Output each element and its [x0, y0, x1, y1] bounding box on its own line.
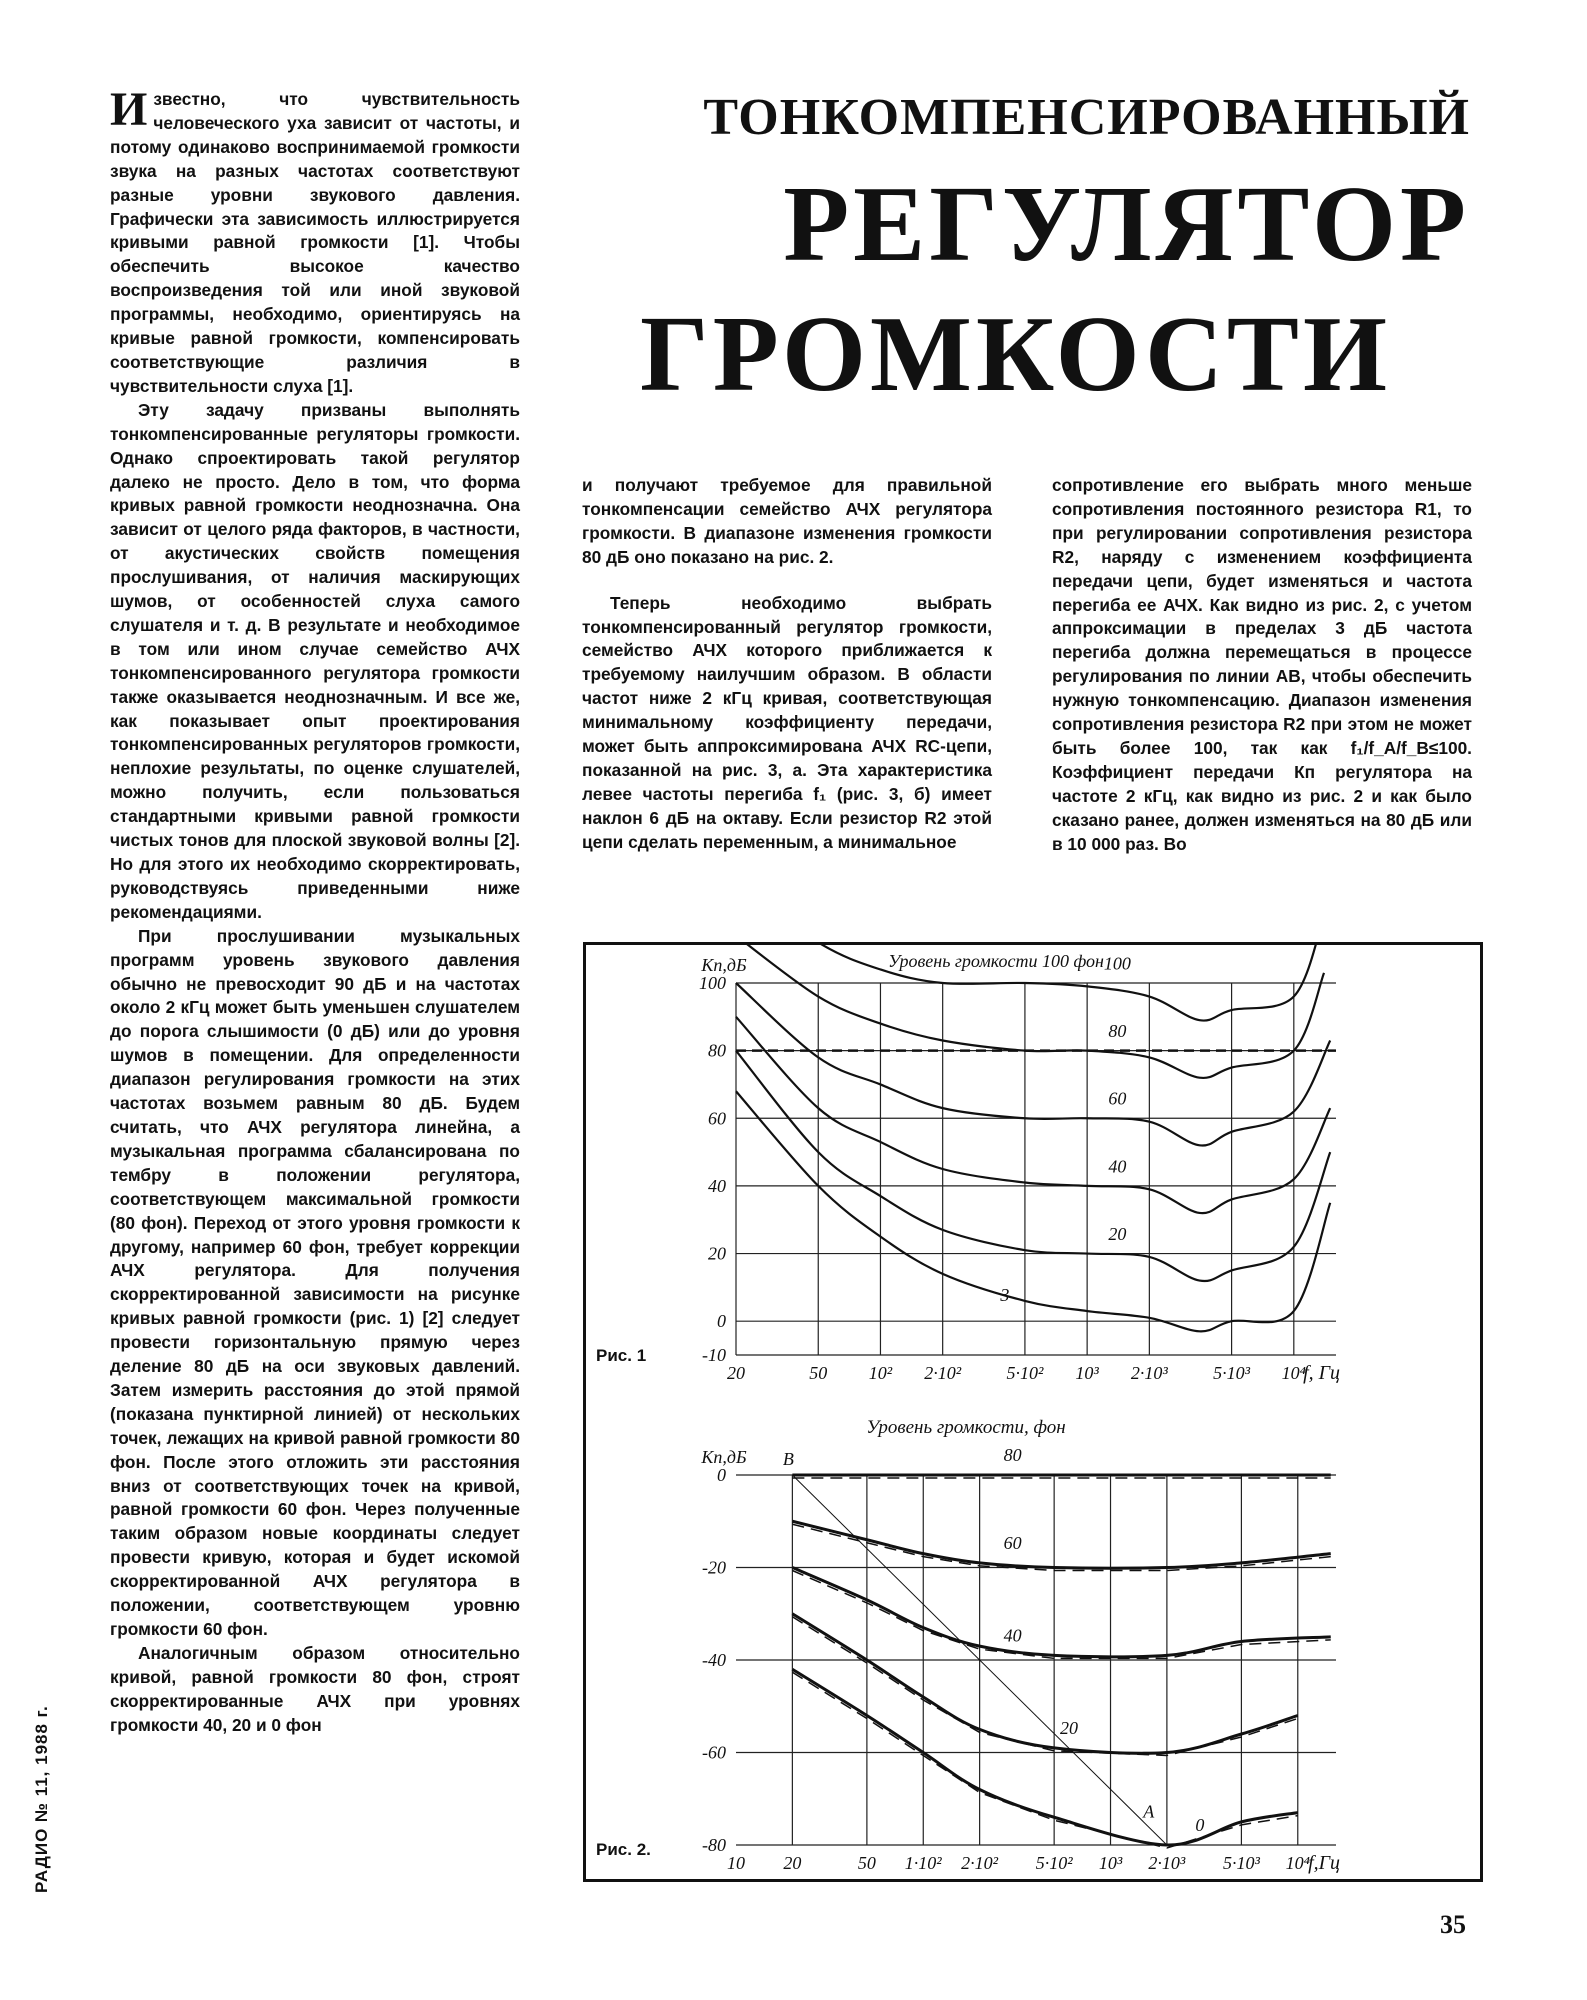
series-label: 80 [1108, 1021, 1127, 1042]
sidebar-issue: РАДИО № 11, 1988 г. [32, 1705, 51, 1893]
y-tick-label: 0 [717, 1311, 726, 1332]
paragraph: Теперь необходимо выбрать тонкомпенсированный регулятор громкости, семейство АЧХ которого приближается к требуемому наилучшим образом. В области частот ниже 2 кГц кривая, соответствующая минимальному коэффициенту передачи, может быть аппроксимирована АЧХ RC-цепи, показанной на рис. 3, а. Эта характеристика левее частоты перегиба f₁ (рис. 3, б) имеет наклон 6 дБ на октаву. Если резистор R2 этой цепи сделать переменным, а минимальное [582, 592, 992, 852]
text-column-1 [110, 83, 520, 1738]
series-line [792, 1614, 1297, 1754]
figures-svg [586, 945, 1480, 1879]
x-tick-label: 50 [857, 1853, 876, 1873]
y-tick-label: 60 [708, 1108, 726, 1129]
y-tick-label: -40 [702, 1650, 726, 1670]
x-tick-label: 10⁴ [1281, 1363, 1306, 1383]
x-tick-label: 5·10³ [1222, 1853, 1260, 1873]
title-line-3: ГРОМКОСТИ [640, 295, 1391, 414]
series-label: 40 [1003, 1625, 1022, 1646]
approximation-dashed-line [792, 1672, 1297, 1848]
figure-box [583, 942, 1483, 1882]
series-label: 40 [1108, 1156, 1127, 1177]
y-axis-label: Кп,дБ [701, 1447, 747, 1467]
x-tick-label: 10³ [1098, 1853, 1123, 1873]
paragraph: и получают требуемое для правильной тонкомпенсации семейство АЧХ регулятора громкости. В диапазоне изменения громкости 80 дБ оно показано на рис. 2. [582, 475, 992, 567]
x-tick-label: 20 [783, 1853, 802, 1873]
series-label: 20 [1059, 1718, 1078, 1738]
y-axis-label: Кп,дБ [701, 955, 747, 975]
paragraph: сопротивление его выбрать много меньше сопротивления постоянного резистора R1, то при регулировании сопротивления резистора R2, наряду с изменением коэффициента передачи цепи, будет изменяться и частота перегиба ее АЧХ. Как видно из рис. 2, с учетом аппроксимации в пределах 3 дБ частота перегиба должна перемещаться в процессе регулирования по линии АВ, чтобы обеспечить нужную тонкомпенсацию. Диапазон изменения сопротивления резистора R2 при этом не может быть более 100, так как f₁/f_A/f_B≤100. Коэффициент передачи Кп регулятора на частоте 2 кГц, как видно из рис. 2 и как было сказано ранее, должен изменяться на 80 дБ или в 10 000 раз. Во [1052, 475, 1472, 854]
x-tick-label: 2·10² [961, 1853, 999, 1873]
y-tick-label: 40 [708, 1175, 726, 1196]
figure-label: Рис. 1 [596, 1346, 647, 1365]
series-line [736, 983, 1330, 1146]
x-tick-label: 10² [868, 1363, 893, 1383]
paragraph: Известно, что чувствительность человеческого уха зависит от частоты, и потому одинаково воспринимаемой громкости звука на разных частотах соответствуют разные уровни звукового давления. Графически эта зависимость иллюстрируется кривыми равной громкости [1]. Чтобы обеспечить высокое качество воспроизведения той или иной звуковой программы, необходимо, ориентируясь на кривые равной громкости, компенсировать соответствующие различия в чувствительности слуха [1]. [110, 83, 520, 396]
paragraph: При прослушивании музыкальных программ уровень звукового давления обычно не превосходит 90 дБ и на частотах около 2 кГц может быть уменьшен слушателем до порога слышимости (0 дБ) или до уровня шумов в помещении. Для определенности диапазон регулирования громкости на этих частотах возьмем равным 80 дБ. Будем считать, что АЧХ регулятора линейна, а музыкальная программа сбалансирована по тембру в положении регулятора, соответствующем максимальной громкости (80 фон). Переход от этого уровня громкости к другому, например 60 фон, требует коррекции АЧХ регулятора. Для получения скорректированной зависимости на рисунке кривых равной громкости (рис. 1) [2] следует провести горизонтальную прямую через деление 80 дБ на оси звуковых давлений. Затем измерить расстояния до этой прямой (показана пунктирной линией) от нескольких точек, лежащих на кривой равной громкости 80 фон. После этого отложить эти расстояния вниз от соответствующих точек на кривой, равной громкости 60 фон. Через полученные таким образом новые координаты следует провести кривую, которая и будет искомой скорректированной АЧХ регулятора в положении, соответствующем уровню громкости 60 фон. [110, 925, 520, 1639]
y-tick-label: -60 [702, 1742, 726, 1763]
point-label-A: A [1143, 1801, 1155, 1822]
text-column-2 [582, 474, 992, 855]
x-axis-label: f, Гц [1303, 1362, 1340, 1384]
drop-cap: И [110, 83, 148, 136]
page-number: 35 [1440, 1910, 1466, 1939]
series-label: 60 [1003, 1533, 1022, 1553]
x-tick-label: 10 [727, 1853, 745, 1873]
x-tick-label: 10⁴ [1285, 1853, 1310, 1873]
series-line [736, 1017, 1330, 1213]
x-axis-label: f,Гц [1308, 1852, 1340, 1874]
title-line-1: ТОНКОМПЕНСИРОВАННЫЙ [703, 89, 1470, 146]
series-line [736, 1051, 1330, 1281]
chart-title: Уровень громкости, фон [866, 1417, 1066, 1438]
paragraph: Эту задачу призваны выполнять тонкомпенсированные регуляторы громкости. Однако спроектировать такой регулятор далеко не просто. Дело в том, что форма кривых равной громкости неоднозначна. Она зависит от целого ряда факторов, в частности, от акустических свойств помещения прослушивания, от наличия маскирующих шумов, от особенностей слуха самого слушателя и т. д. В результате и необходимое в том или ином случае семейство АЧХ тонкомпенсированного регулятора громкости также оказывается неоднозначным. И все же, как показывает опыт проектирования тонкомпенсированных регуляторов громкости, неплохие результаты, по оценке слушателей, можно получить, если пользоваться стандартными кривыми равной громкости чистых тонов для плоской звуковой волны [2]. Но для этого их необходимо скорректировать, руководствуясь приведенными ниже рекомендациями. [110, 399, 520, 922]
series-label: 100 [1103, 953, 1131, 974]
series-label: 3 [1000, 1284, 1010, 1305]
text-column-3 [1052, 474, 1472, 857]
series-label: 20 [1108, 1224, 1127, 1245]
series-label: 60 [1108, 1088, 1127, 1109]
y-tick-label: -80 [702, 1835, 726, 1855]
y-tick-label: 20 [708, 1243, 726, 1264]
series-line [792, 1669, 1297, 1845]
point-label-B: B [782, 1449, 794, 1469]
approximation-dashed-line [792, 1617, 1297, 1756]
x-tick-label: 1·10² [904, 1853, 942, 1873]
series-line [736, 1088, 1330, 1331]
y-tick-label: 80 [708, 1040, 726, 1061]
y-tick-label: -10 [702, 1345, 726, 1365]
x-tick-label: 50 [809, 1363, 828, 1383]
x-tick-label: 2·10² [924, 1363, 962, 1383]
series-label: 80 [1003, 1445, 1022, 1466]
y-tick-label: 0 [717, 1465, 726, 1485]
approximation-dashed-line [792, 1571, 1330, 1659]
chart-title: Уровень громкости 100 фон [888, 951, 1104, 971]
x-tick-label: 5·10³ [1213, 1363, 1251, 1383]
x-tick-label: 10³ [1075, 1363, 1099, 1383]
y-tick-label: 100 [699, 973, 726, 993]
x-tick-label: 5·10² [1006, 1363, 1044, 1383]
x-tick-label: 2·10³ [1148, 1853, 1186, 1873]
series-label: 0 [1195, 1815, 1205, 1836]
x-tick-label: 20 [727, 1363, 745, 1383]
y-tick-label: -20 [702, 1557, 726, 1578]
paragraph: Аналогичным образом относительно кривой, равной громкости 80 фон, строят скорректированные АЧХ при уровнях громкости 40, 20 и 0 фон [110, 1642, 520, 1735]
figure-label: Рис. 2. [596, 1840, 651, 1859]
x-tick-label: 5·10² [1035, 1853, 1073, 1873]
x-tick-label: 2·10³ [1130, 1363, 1168, 1383]
title-line-2: РЕГУЛЯТОР [783, 165, 1470, 284]
